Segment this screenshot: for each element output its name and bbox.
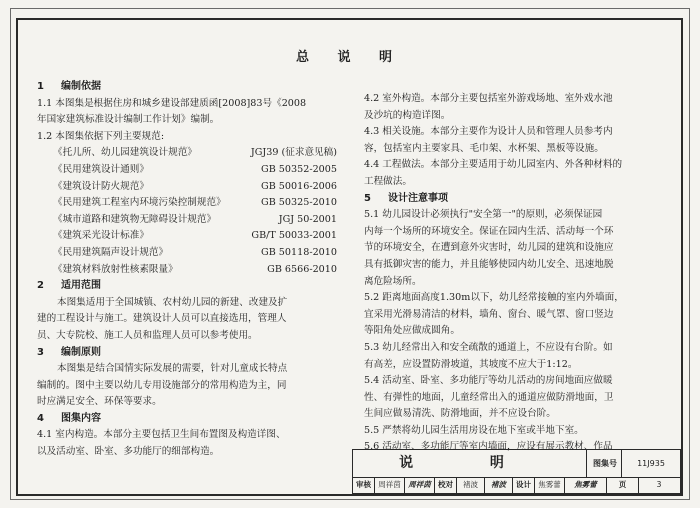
paragraph: 时应满足安全、环保等要求。	[37, 396, 162, 408]
right-column	[364, 91, 669, 456]
signature-row	[353, 477, 680, 494]
paragraph: 5.4 活动室、卧室、多功能厅等幼儿活动的房间地面应做暖	[364, 375, 613, 387]
section-heading-4: 4 图集内容	[37, 412, 101, 424]
paragraph: 性、有弹性的地面，儿童经常出入的通道应做防滑地面，卫	[364, 391, 614, 403]
paragraph: 5.1 幼儿园设计必须执行"安全第一"的原则，必须保证园	[364, 209, 603, 221]
signature: 焦雾蕾	[565, 477, 607, 494]
paragraph: 建的工程设计与施工。建筑设计人员可以直接选用，管理人	[37, 313, 287, 325]
paragraph: 以及活动室、卧室、多功能厅的细部构造。	[37, 446, 220, 458]
section-heading-5: 5 设计注意事项	[364, 192, 448, 204]
role-person: 周祥茵	[375, 477, 405, 494]
paragraph: 容，包括室内主要家具、毛巾架、水杯架、黑板等设施。	[364, 142, 604, 154]
paragraph: 离危险场所。	[364, 275, 422, 287]
role-person: 褚波	[457, 477, 485, 494]
paragraph: 4.4 工程做法。本部分主要适用于幼儿园室内、外各种材料的	[364, 159, 623, 171]
paragraph: 生间应做易清洗、防滑地面，并不应设台阶。	[364, 408, 556, 420]
paragraph: 5.6 活动室、多功能厅等室内墙面，应设有展示教材、作品	[364, 441, 613, 453]
standard-item: 《托儿所、幼儿园建筑设计规范》 JGJ39 (征求意见稿)	[53, 147, 337, 159]
paragraph: 等阳角处应做成圆角。	[364, 325, 460, 337]
standard-item: 《民用建筑工程室内环境污染控制规范》 GB 50325-2010	[53, 197, 337, 209]
page-number: 3	[656, 480, 662, 489]
paragraph: 宜采用光滑易清洁的材料，墙角、窗台、暖气罩、窗口竖边	[364, 308, 614, 320]
role-label: 审核	[353, 477, 375, 494]
left-column	[37, 79, 337, 461]
page-label: 页	[607, 477, 639, 494]
paragraph: 4.3 相关设施。本部分主要作为设计人员和管理人员参考内	[364, 126, 613, 138]
standard-item: 《城市道路和建筑物无障碍设计规范》 JGJ 50-2001	[53, 213, 337, 225]
paragraph: 本图集是结合国情实际发展的需要，针对儿童成长特点	[57, 363, 288, 375]
paragraph: 有高差，应设置防滑坡道，其坡度不应大于1:12。	[364, 358, 578, 370]
paragraph: 节的环境安全，在遭到意外灾害时，幼儿园的建筑和设施应	[364, 242, 614, 254]
paragraph: 编制的。图中主要以幼儿专用设施部分的常用构造为主，同	[37, 379, 287, 391]
page-title: 总 说 明	[295, 50, 405, 65]
paragraph: 本图集适用于全国城镇、农村幼儿园的新建、改建及扩	[57, 296, 288, 308]
signature: 褚波	[485, 477, 513, 494]
paragraph: 5.3 幼儿经常出入和安全疏散的通道上，不应设有台阶。如	[364, 341, 613, 353]
standard-item: 《建筑材料放射性核素限量》 GB 6566-2010	[53, 263, 337, 275]
signature: 周祥茵	[405, 477, 435, 494]
atlas-number-label: 图集号	[593, 459, 617, 468]
drawing-name: 说 明	[353, 450, 587, 477]
standard-item: 《民用建筑设计通则》 GB 50352-2005	[53, 163, 337, 175]
standard-item: 《建筑设计防火规范》 GB 50016-2006	[53, 180, 337, 192]
section-heading-1: 1 编制依据	[37, 81, 101, 92]
paragraph: 内每一个场所的环境安全。保证在园内生活、活动每一个环	[364, 225, 614, 237]
paragraph: 4.2 室外构造。本部分主要包括室外游戏场地、室外戏水池	[364, 93, 613, 104]
atlas-number: 11J935	[637, 459, 665, 468]
paragraph: 及沙坑的构造详图。	[364, 109, 451, 121]
paragraph: 4.1 室内构造。本部分主要包括卫生间布置图及构造详图、	[37, 429, 286, 441]
section-heading-2: 2 适用范围	[37, 280, 101, 292]
section-heading-3: 3 编制原则	[37, 346, 101, 358]
paragraph: 年国家建筑标准设计编制工作计划》编制。	[37, 114, 220, 126]
standard-item: 《建筑采光设计标准》 GB/T 50033-2001	[53, 230, 337, 242]
paragraph: 员、大专院校、施工人员和监理人员可以参考使用。	[37, 329, 258, 341]
role-person: 焦雾蕾	[535, 477, 565, 494]
paragraph: 5.5 严禁将幼儿园生活用房设在地下室或半地下室。	[364, 424, 584, 436]
paragraph: 1.2 本图集依据下列主要规范:	[37, 130, 165, 142]
paragraph: 工程做法。	[364, 175, 412, 187]
paragraph: 具有抵御灾害的能力，并且能够使园内幼儿安全、迅速地脱	[364, 258, 614, 270]
paragraph: 5.2 距离地面高度1.30m以下，幼儿经常接触的室内外墙面，	[364, 292, 624, 304]
paragraph: 1.1 本图集是根据住房和城乡建设部建质函[2008]83号《2008	[37, 97, 307, 109]
title-block	[352, 449, 681, 494]
role-label: 设计	[513, 477, 535, 494]
role-label: 校对	[435, 477, 457, 494]
standard-item: 《民用建筑隔声设计规范》 GB 50118-2010	[53, 246, 337, 258]
